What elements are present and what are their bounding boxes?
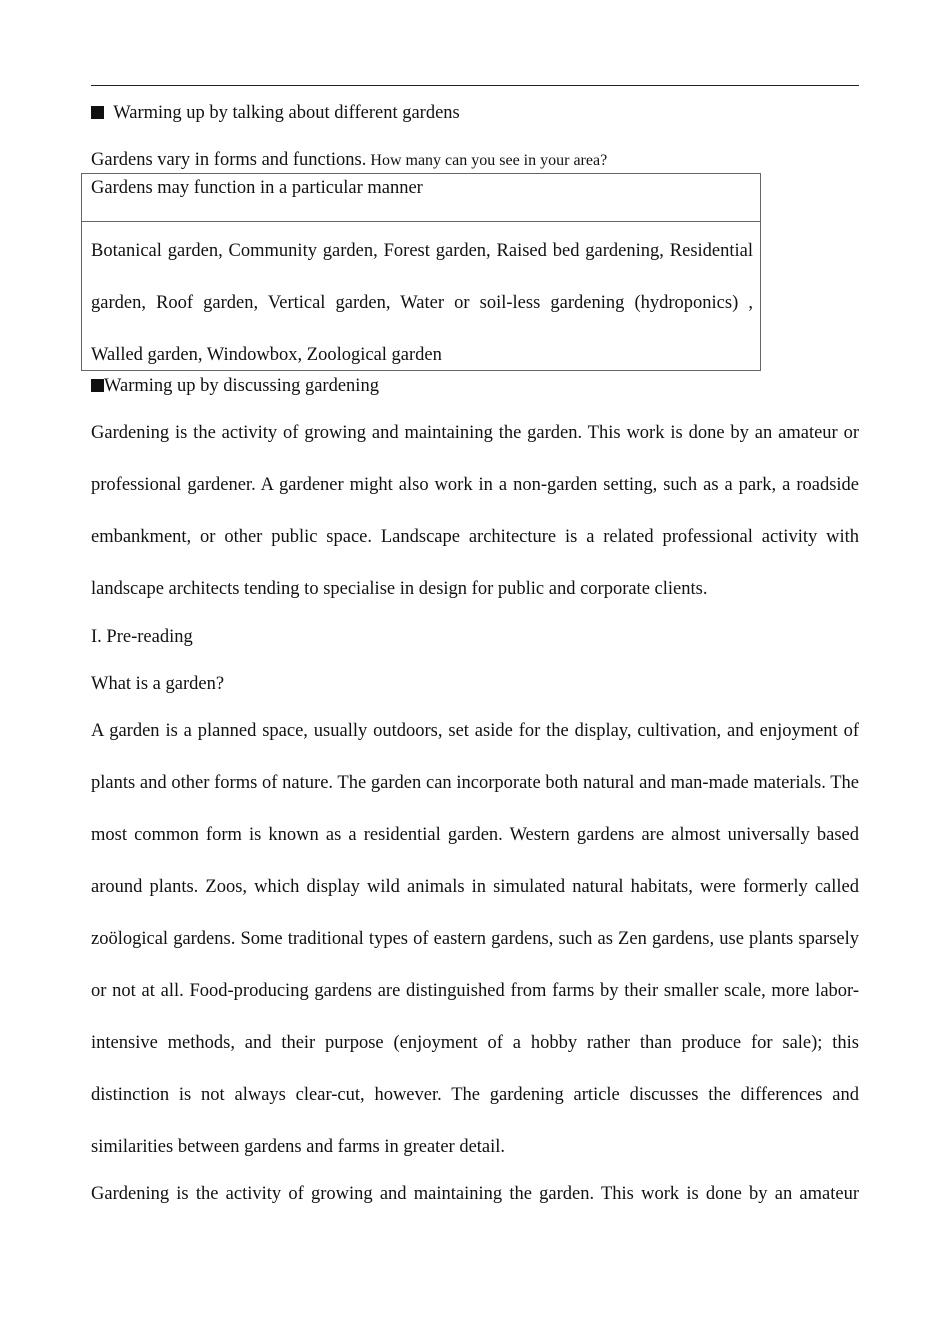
header-rule: [91, 85, 859, 86]
section-heading-gardening-text: Warming up by discussing gardening: [104, 376, 379, 396]
intro-main: Gardens vary in forms and functions.: [91, 150, 367, 170]
section-heading-gardening: [91, 375, 379, 397]
pre-reading-question: What is a garden?: [91, 674, 225, 694]
function-box: [81, 173, 761, 371]
section-heading-gardens-text: Warming up by talking about different gardens: [113, 103, 460, 123]
black-square-icon: [91, 379, 104, 392]
function-box-divider: [82, 221, 760, 222]
function-box-header: Gardens may function in a particular manner: [91, 178, 423, 198]
section-heading-gardens: [91, 102, 460, 124]
intro-question: How many can you see in your area?: [366, 152, 608, 169]
garden-paragraph: A garden is a planned space, usually outdoors, set aside for the display, cultivation, and enjoyment of plants and other forms of nature. The garden can incorporate both natural and man-made materials. The most common form is known as a residential garden. Western gardens are almost universally based around plants. Zoos, which display wild animals in simulated natural habitats, were formerly called zoölogical gardens. Some traditional types of eastern gardens, such as Zen gardens, use plants sparsely or not at all. Food-producing gardens are distinguished from farms by their smaller scale, more labor-intensive methods, and their purpose (enjoyment of a hobby rather than produce for sale); this distinction is not always clear-cut, however. The gardening article discusses the differences and similarities between gardens and farms in greater detail.: [91, 721, 859, 1157]
intro-line: [91, 149, 607, 172]
gardening-paragraph: Gardening is the activity of growing and maintaining the garden. This work is done by an amateur or professional gardener. A gardener might also work in a non-garden setting, such as a park, a roadside embankment, or other public space. Landscape architecture is a related professional activity with landscape architects tending to specialise in design for public and corporate clients.: [91, 423, 859, 599]
pre-reading-title: I. Pre-reading: [91, 627, 193, 647]
function-box-body: Botanical garden, Community garden, Forest garden, Raised bed gardening, Residential garden, Roof garden, Vertical garden, Water or soil-less gardening (hydroponics) , Walled garden, Windowbox, Zoological garden: [91, 241, 753, 365]
final-paragraph-line: Gardening is the activity of growing and maintaining the garden. This work is done by an amateur: [91, 1184, 859, 1204]
black-square-icon: [91, 106, 104, 119]
